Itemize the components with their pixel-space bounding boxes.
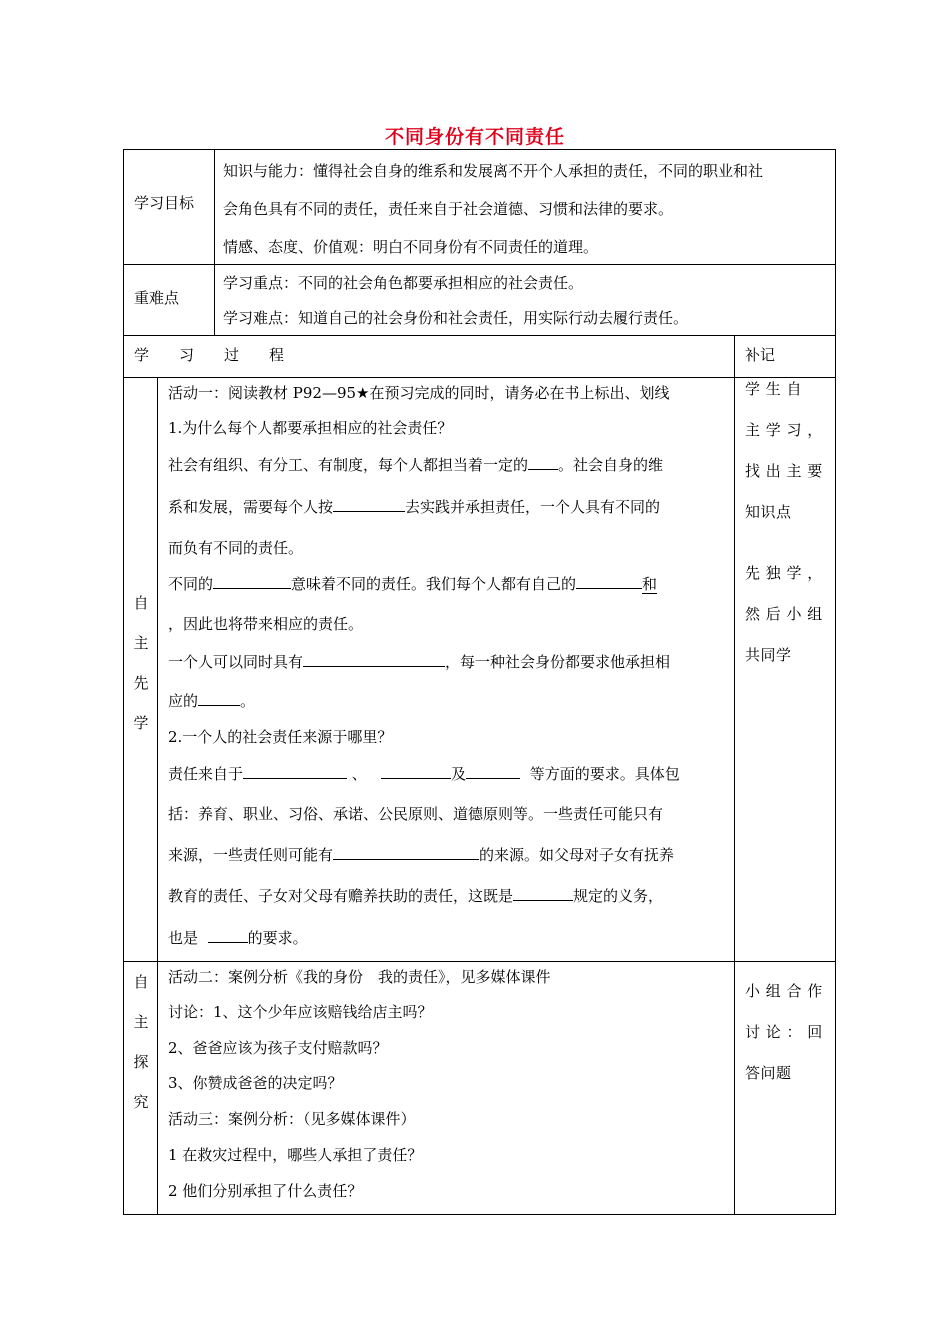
inquiry-content (168, 964, 730, 1212)
text-line: 括：养育、职业、习俗、承诺、公民原则、道德原则等。一些责任可能只有 (168, 805, 664, 823)
self-study-content (168, 380, 730, 958)
text-line: 来源，一些责任则可能有 的来源。如父母对子女有抚养 (168, 846, 675, 864)
notes-header: 补记 (745, 346, 776, 364)
text-line: 也是 的要求。 (168, 929, 308, 947)
analysis-1: 1 在救灾过程中，哪些人承担了责任？ (168, 1146, 423, 1164)
keypoint-line: 学习难点：知道自己的社会身份和社会责任，用实际行动去履行责任。 (223, 309, 689, 327)
activity-1: 活动一：阅读教材 P92—95★在预习完成的同时，请务必在书上标出、划线 (168, 384, 670, 402)
inquiry-side-label: 自 主 探 究 (133, 973, 149, 1111)
text-line: 责任来自于 、 及 等方面的要求。具体包 (168, 765, 680, 783)
objectives-line: 会角色具有不同的责任，责任来自于社会道德、习惯和法律的要求。 (223, 200, 674, 218)
keypoint-line: 学习重点：不同的社会角色都要承担相应的社会责任。 (223, 274, 584, 292)
objectives-line: 知识与能力：懂得社会自身的维系和发展离不开个人承担的责任，不同的职业和社 (223, 162, 764, 180)
objectives-line: 情感、态度、价值观：明白不同身份有不同责任的道理。 (223, 238, 599, 256)
self-study-side-label: 自 主 先 学 (133, 594, 149, 732)
text-line: 而负有不同的责任。 (168, 539, 304, 557)
keypoints-content (223, 266, 831, 336)
text-line: ，因此也将带来相应的责任。 (168, 615, 364, 633)
question-1: 1.为什么每个人都要承担相应的社会责任？ (168, 419, 453, 437)
text-line: 教育的责任、子女对父母有赡养扶助的责任，这既是 规定的义务， (168, 887, 664, 905)
page-title: 不同身份有不同责任 (384, 126, 565, 148)
analysis-2: 2 他们分别承担了什么责任？ (168, 1182, 363, 1200)
text-line: 一个人可以同时具有 ，每一种社会身份都要求他承担相 (168, 653, 671, 671)
objectives-label: 学习目标 (134, 194, 195, 212)
self-study-notes: 学 生 自 主 学 习 ， 找 出 主 要 知识点 先 独 学 ， 然 后 小 组 共同学 (745, 380, 823, 664)
question-2: 2.一个人的社会责任来源于哪里？ (168, 728, 393, 746)
activity-3: 活动三：案例分析：（见多媒体课件） (168, 1110, 416, 1128)
objectives-content (223, 152, 831, 266)
inquiry-notes: 小 组 合 作 讨 论 ： 回 答问题 (745, 982, 823, 1082)
text-line: 社会有组织、有分工、有制度，每个人都担当着一定的 。社会自身的维 (168, 456, 664, 474)
discussion-2: 2、爸爸应该为孩子支付赔款吗？ (168, 1039, 388, 1057)
discussion-1: 讨论：1、这个少年应该赔钱给店主吗？ (168, 1003, 433, 1021)
keypoints-label: 重难点 (134, 289, 180, 307)
text-line: 应的 。 (168, 692, 256, 710)
discussion-3: 3、你赞成爸爸的决定吗？ (168, 1074, 343, 1092)
text-line: 系和发展，需要每个人按 去实践并承担责任，一个人具有不同的 (168, 498, 661, 516)
activity-2: 活动二：案例分析《我的身份 我的责任》，见多媒体课件 (168, 968, 551, 986)
process-header: 学 习 过 程 (134, 346, 285, 364)
text-line: 不同的 意味着不同的责任。我们每个人都有自己的 和 (168, 575, 658, 593)
